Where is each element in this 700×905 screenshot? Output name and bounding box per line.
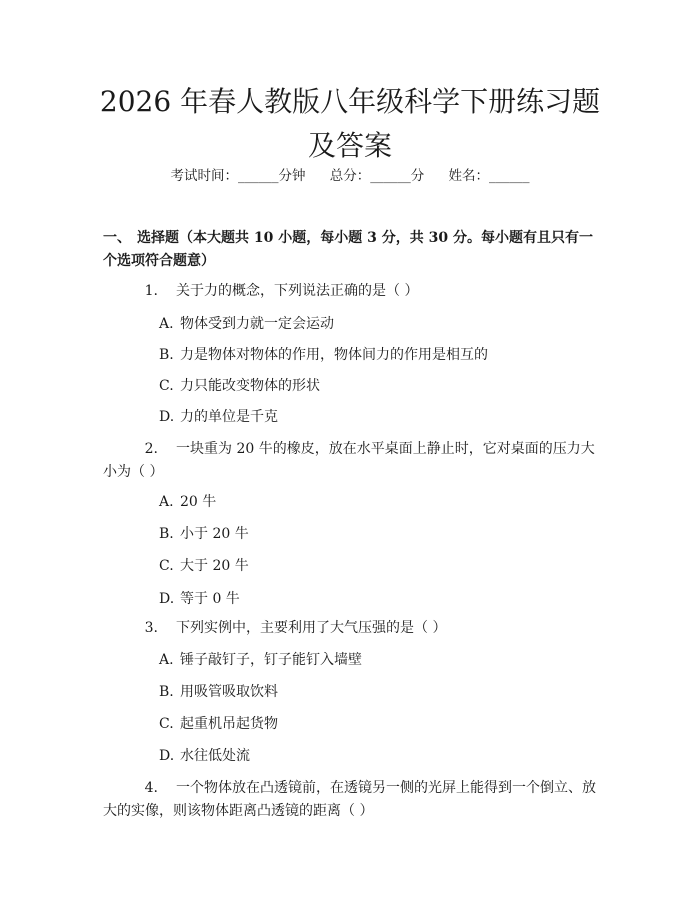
student-name: 姓名：______	[448, 168, 530, 184]
option-letter: A.	[159, 316, 174, 332]
answer-option	[159, 345, 488, 365]
answer-option	[159, 376, 320, 396]
answer-option	[159, 556, 249, 576]
option-letter: A.	[159, 494, 174, 510]
answer-option	[159, 589, 240, 609]
option-letter: D.	[159, 748, 175, 764]
question-text: 一个物体放在凸透镜前，在透镜另一侧的光屏上能得到一个倒立、放大的实像，则该物体距离凸透镜的距离（ ）	[103, 780, 596, 819]
option-text: 用吸管吸取饮料	[180, 684, 278, 700]
option-letter: B.	[159, 684, 174, 700]
option-letter: C.	[159, 716, 174, 732]
option-letter: C.	[159, 378, 174, 394]
section-heading	[103, 227, 600, 273]
answer-option	[159, 492, 216, 512]
section-number: 一、	[103, 230, 131, 246]
answer-option	[159, 746, 250, 766]
question-text: 一块重为 20 牛的橡皮，放在水平桌面上静止时，它对桌面的压力大小为（ ）	[103, 441, 595, 480]
question-number: 4.	[144, 780, 158, 796]
option-letter: C.	[159, 558, 174, 574]
option-text: 锤子敲钉子，钉子能钉入墙壁	[180, 652, 362, 668]
option-text: 小于 20 牛	[180, 526, 249, 542]
question-stem	[103, 438, 600, 484]
option-text: 物体受到力就一定会运动	[180, 316, 334, 332]
question-text: 下列实例中，主要利用了大气压强的是（ ）	[176, 620, 447, 636]
exam-time: 考试时间：______分钟	[170, 168, 306, 184]
option-letter: D.	[159, 591, 175, 607]
option-text: 力的单位是千克	[180, 409, 278, 425]
page-title: 2026 年春人教版八年级科学下册练习题及答案	[99, 85, 601, 162]
option-text: 等于 0 牛	[180, 591, 240, 607]
option-letter: D.	[159, 409, 175, 425]
question-stem	[103, 777, 600, 823]
option-text: 起重机吊起货物	[180, 716, 278, 732]
question-number: 3.	[144, 620, 158, 636]
question-stem	[103, 280, 600, 303]
option-text: 力是物体对物体的作用，物体间力的作用是相互的	[180, 347, 488, 363]
answer-option	[159, 682, 278, 702]
answer-option	[159, 524, 249, 544]
total-score: 总分：______分	[329, 168, 425, 184]
question-stem	[103, 617, 600, 640]
question-number: 2.	[144, 441, 158, 457]
option-letter: B.	[159, 347, 174, 363]
question-number: 1.	[144, 283, 158, 299]
option-letter: B.	[159, 526, 174, 542]
answer-option	[159, 407, 278, 427]
option-text: 大于 20 牛	[180, 558, 249, 574]
exam-meta	[0, 166, 700, 186]
option-text: 20 牛	[180, 494, 217, 510]
answer-option	[159, 314, 334, 334]
answer-option	[159, 650, 362, 670]
option-letter: A.	[159, 652, 174, 668]
option-text: 水往低处流	[180, 748, 250, 764]
option-text: 力只能改变物体的形状	[180, 378, 320, 394]
answer-option	[159, 714, 278, 734]
question-text: 关于力的概念，下列说法正确的是（ ）	[176, 283, 419, 299]
section-text: 选择题（本大题共 10 小题，每小题 3 分，共 30 分。每小题有且只有一个选项符合题意）	[103, 230, 593, 269]
